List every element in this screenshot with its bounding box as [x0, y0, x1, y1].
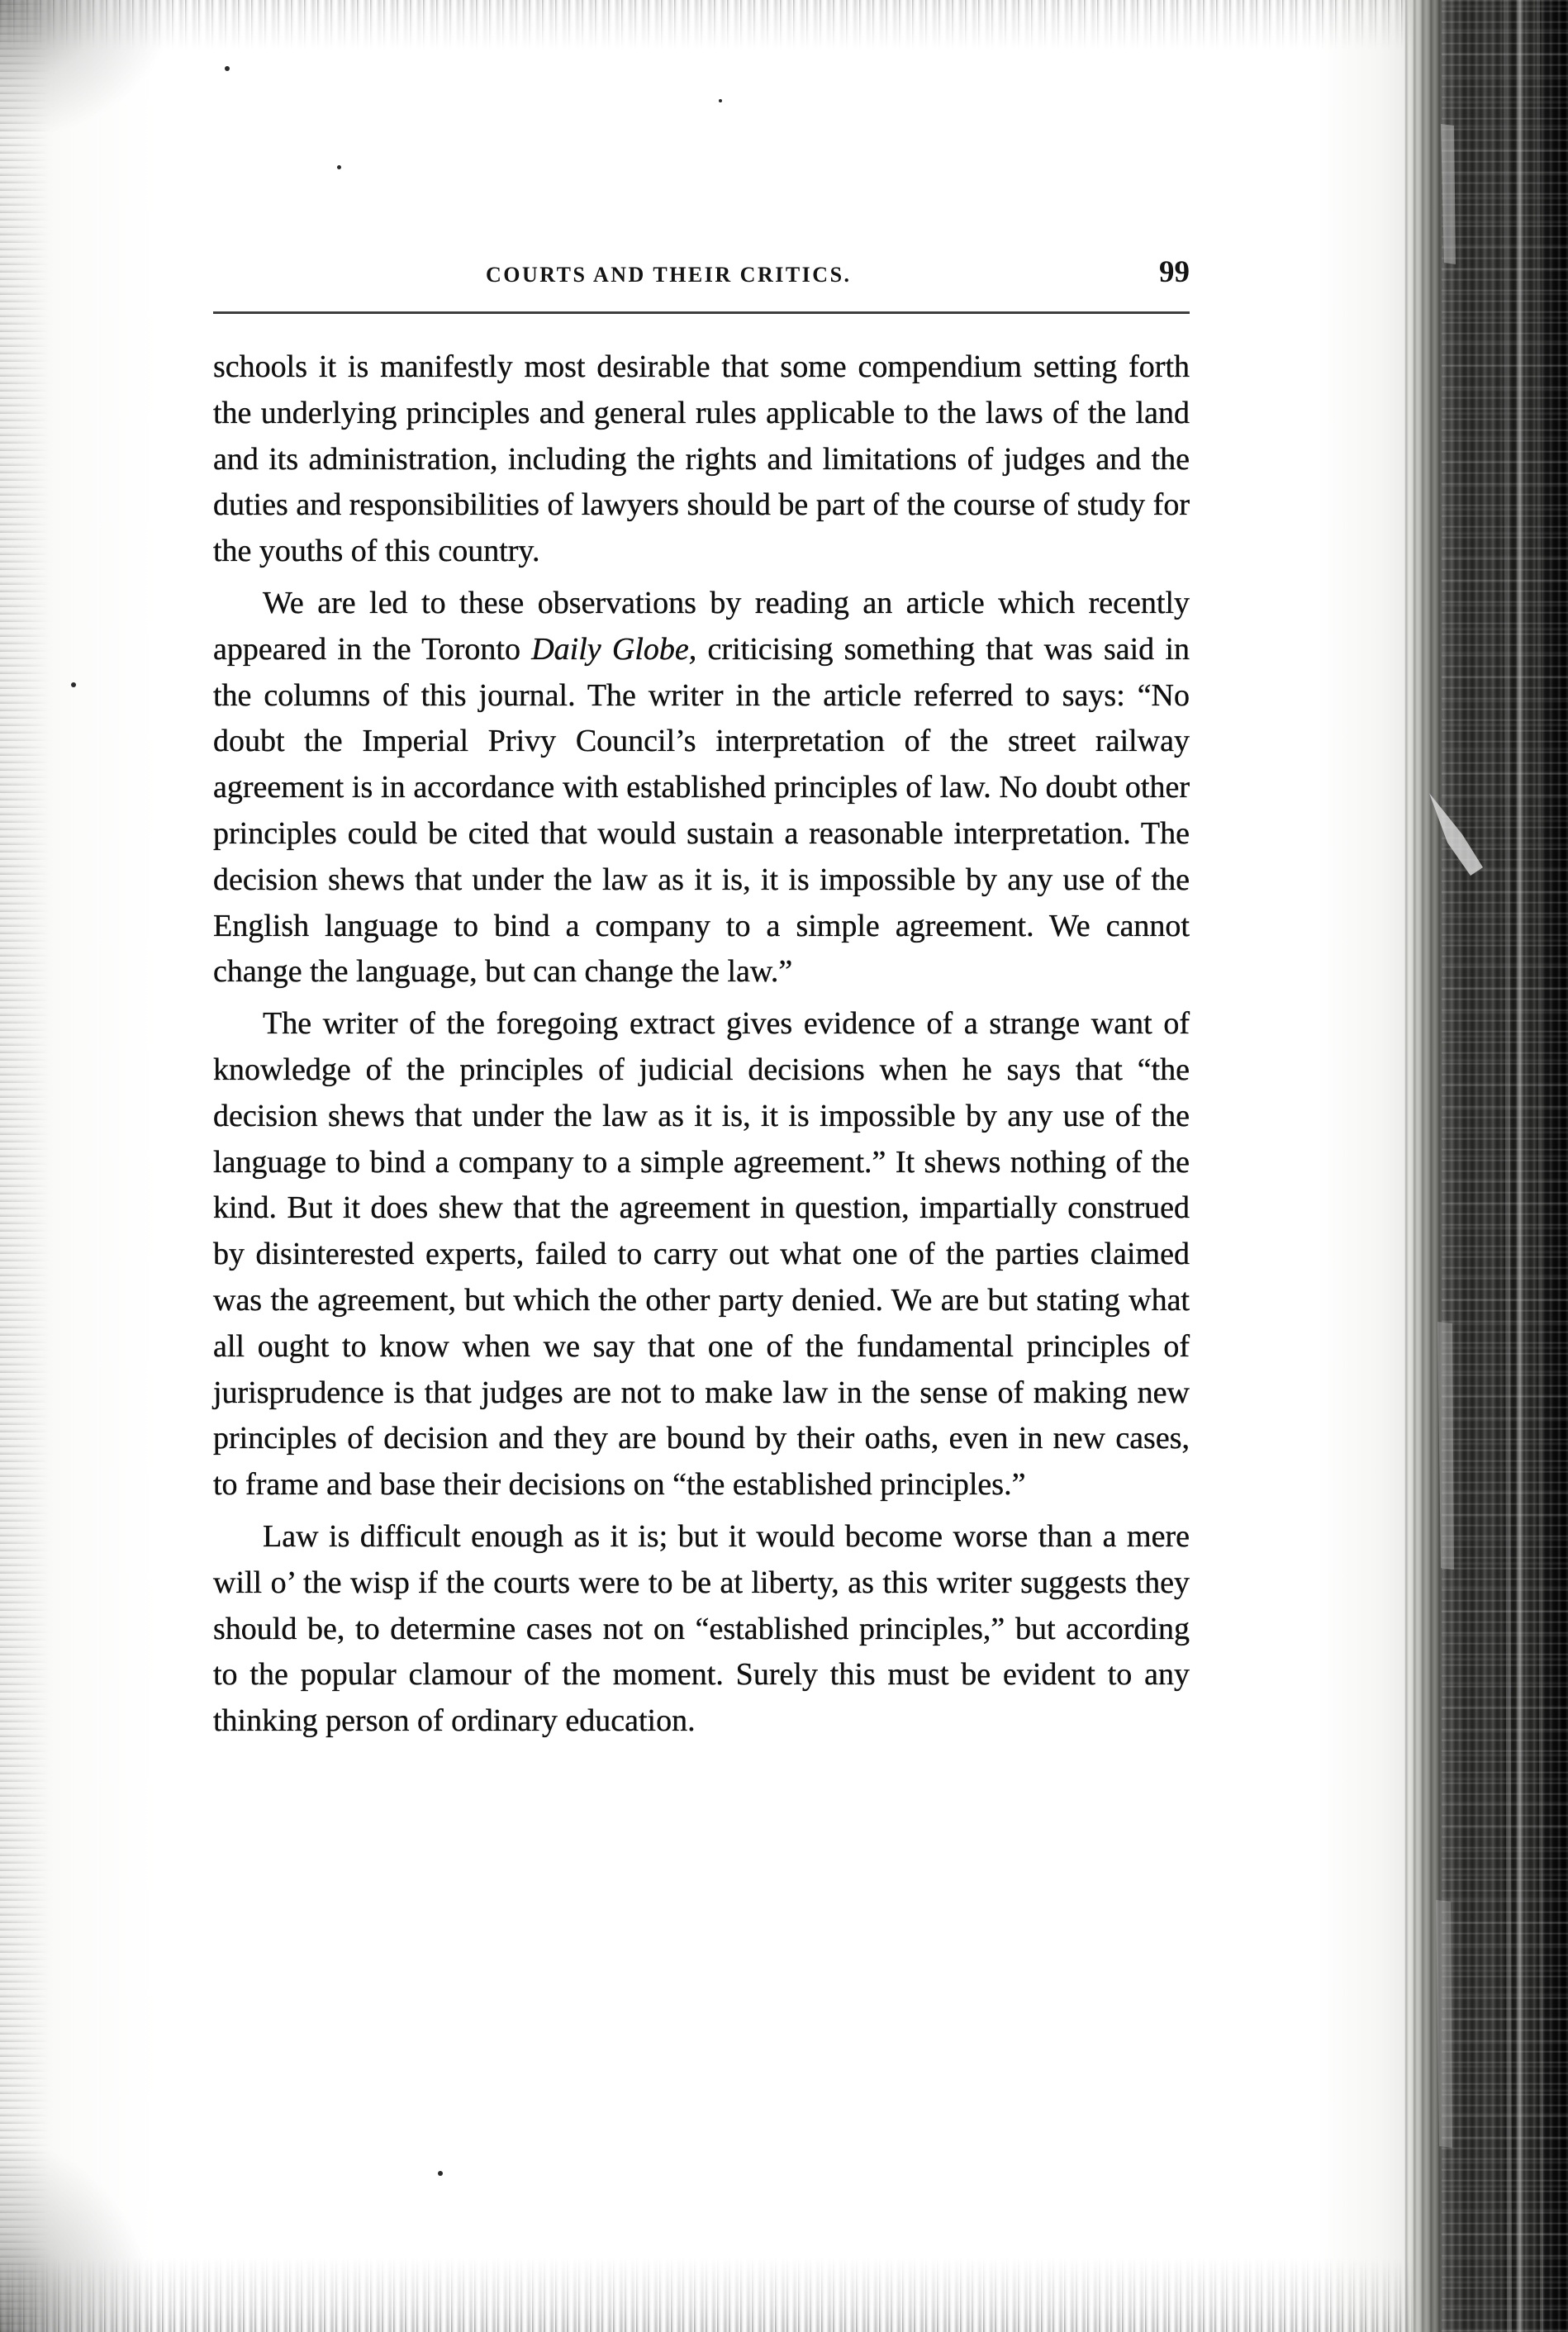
- scan-speck: [71, 682, 76, 687]
- scan-noise-bottom: [0, 2258, 1568, 2332]
- running-head: [213, 254, 1190, 301]
- scan-noise-left: [0, 0, 50, 2332]
- paragraph: The writer of the foregoing extract gives evidence of a strange want of knowledge of the principles of judicial decisions when he says that “the decision shews that under the law as it is, it is impossible by any use of the language to bind a company to a simple agreement.” It shews nothing of the kind. But it does shew that the agreement in question, impartially construed by disinterested experts, failed to carry out what one of the parties claimed was the agreement, but which the other party denied. We are but stating what all ought to know when we say that one of the fundamental principles of jurisprudence is that judges are not to make law in the sense of making new principles of decision and they are bound by their oaths, even in new cases, to frame and base their decisions on “the established principles.”: [213, 1006, 1190, 1503]
- scan-shadow-bottom-left: [0, 2150, 149, 2332]
- paragraph: schools it is manifestly most desirable that some compendium setting forth the underlying principles and general rules applicable to the laws of the land and its administration, including the rights and limitations of judges and the duties and responsibilities of lawyers should be part of the course of study for the youths of this country.: [213, 349, 1190, 569]
- scan-speck: [225, 66, 230, 71]
- book-spine-markings: [1404, 0, 1568, 2332]
- paragraph-text: criticising something that was said in the columns of this journal. The writer in the article referred to says: “No doubt the Imperial Privy Council’s interpretation of the street railway agreement is in accordance with established principles of law. No doubt other principles could be cited that would sustain a reasonable interpretation. The decision shews that under the law as it is, it is impossible by any use of the English language to bind a company to a simple agreement. We cannot change the language, but can change the law.”: [213, 631, 1190, 990]
- scan-noise-top: [0, 0, 1568, 50]
- paragraph: Law is difficult enough as it is; but it would become worse than a mere will o’ the wisp if the courts were to be at liberty, as this writer suggests they should be, to determine cases not on “established principles,” but according to the popular clamour of the moment. Surely this must be evident to any thinking person of ordinary education.: [213, 1518, 1190, 1739]
- scan-speck: [337, 165, 341, 169]
- body-text: [213, 344, 1190, 1745]
- scan-speck: [438, 2171, 443, 2176]
- scan-speck: [719, 99, 722, 102]
- page-number: 99: [1159, 255, 1190, 289]
- running-title: COURTS AND THEIR CRITICS.: [486, 263, 852, 287]
- header-rule: [213, 311, 1190, 314]
- paragraph-text: We are led to these observations by reading an article which recently appeared in the Toronto: [213, 585, 1190, 667]
- scan-shadow-top-left: [0, 0, 165, 132]
- paragraph: [213, 581, 1190, 995]
- newspaper-title: Daily Globe,: [531, 631, 697, 667]
